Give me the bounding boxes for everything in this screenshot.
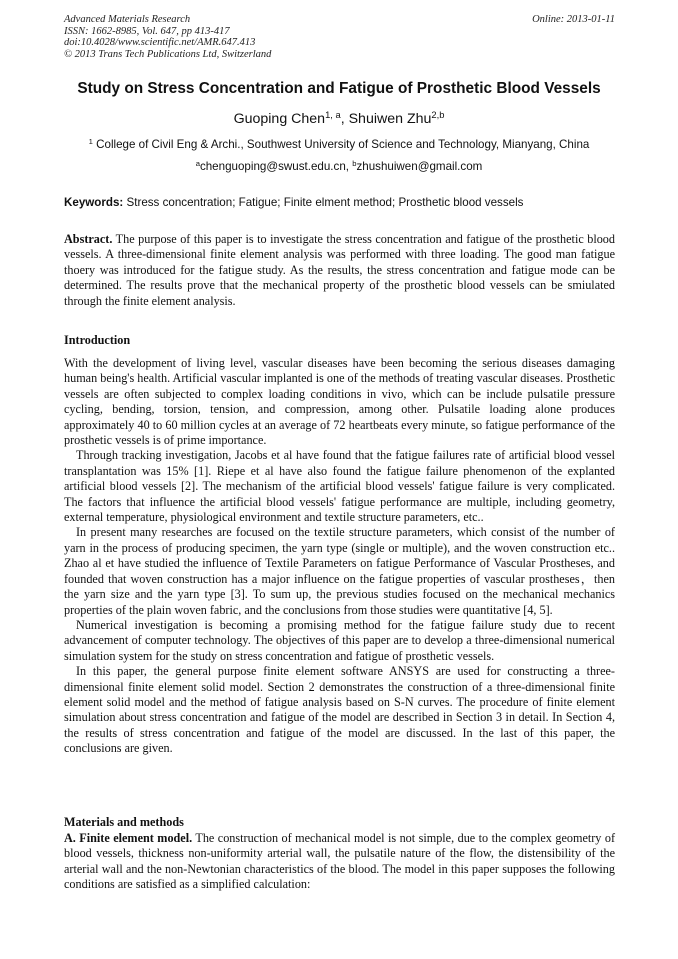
author-1: Guoping Chen <box>233 111 326 127</box>
intro-paragraph: In this paper, the general purpose finite element software ANSYS are used for constructing a three-dimensional finite element solid model. Section 2 demonstrates the construction of a three-dimensional finite element solid model and the method of fatigue analysis based on S-N curves. The procedure of finite element simulation about stress concentration and fatigue of the model are described in Section 3 in detail. In Section 4, the results of stress concentration and fatigue of the model are discussed. In the last of this paper, the conclusions are given. <box>64 664 615 756</box>
email-line <box>0 160 678 173</box>
materials-body <box>64 831 615 893</box>
intro-paragraph: In present many researches are focused on the textile structure parameters, which consist of the number of yarn in the process of producing specimen, the yarn type (single or multiple), and the woven construction etc.. Zhao al et have studied the influence of Textile Parameters on fatigue Performance of Vascular Prostheses, and founded that woven construction has a major influence on the fatigue properties of vascular prostheses，then the yarn size and the yarn type [3]. To sum up, the previous studies focused on the mechanical mechanics properties of the plain woven fabric, and the conclusions from those studies were quantitative [4, 5]. <box>64 525 615 617</box>
abstract-label: Abstract. <box>64 232 113 246</box>
keywords-text: Stress concentration; Fatigue; Finite elment method; Prosthetic blood vessels <box>123 196 524 209</box>
email-a[interactable]: chenguoping@swust.edu.cn, <box>199 160 353 173</box>
keywords <box>64 196 616 209</box>
paper-title: Study on Stress Concentration and Fatigue of Prosthetic Blood Vessels <box>77 80 601 97</box>
author-2-sup: 2,b <box>431 110 445 121</box>
issn-line: ISSN: 1662-8985, Vol. 647, pp 413-417 <box>64 25 230 37</box>
author-separator: , <box>340 111 349 127</box>
introduction-heading: Introduction <box>64 333 131 347</box>
materials-text: The construction of mechanical model is not simple, due to the complex geometry of blood vessels, thickness non-uniformity arterial wall, the pulsatile nature of the flow, the distensibility of the arterial wall and the non-Newtonian characteristics of the blood. The model in this paper supposes the following conditions are satisfied as a simplified calculation: <box>64 831 615 892</box>
materials-heading: Materials and methods <box>64 815 184 829</box>
email-b-sup: b <box>352 159 357 169</box>
author-1-sup: 1, a <box>325 110 341 121</box>
affiliation-text: College of Civil Eng & Archi., Southwest University of Science and Technology, Mianyang, China <box>92 138 590 151</box>
email-a-sup: a <box>195 159 200 169</box>
intro-paragraph: Through tracking investigation, Jacobs et al have found that the fatigue failures rate of artificial blood vessel transplantation was 15% [1]. Riepe et al have also found the fatigue failure phenomenon of the explanted artificial blood vessels [2]. The mechanism of the artificial blood vessels' fatigue failure is very complicated. The factors that influence the artificial blood vessels' fatigue performance are multiple, including geometry, external temperature, physiological environment and textile structure parameters, etc.. <box>64 448 615 525</box>
affiliation <box>0 138 678 151</box>
doi-line: doi:10.4028/www.scientific.net/AMR.647.413 <box>64 37 256 49</box>
author-line <box>0 111 678 127</box>
keywords-label: Keywords: <box>64 196 124 209</box>
affiliation-sup: 1 <box>88 137 93 147</box>
online-date: Online: 2013-01-11 <box>532 14 615 25</box>
journal-name: Advanced Materials Research <box>64 14 191 25</box>
intro-paragraph: With the development of living level, vascular diseases have been becoming the serious diseases damaging human being's health. Artificial vascular implanted is one of the methods of treating vascular diseases. Prosthetic vessels are often subjected to complex loading conditions in vivo, which can be include pulsatile pressure cycling, bending, torsion, tension, and compression, among other. Pulsatile loading alone produces approximately 40 to 60 million cycles at an average of 72 heartbeats every minute, so fatigue performance of the prosthetic vessels is of prime importance. <box>64 356 615 448</box>
abstract-text: The purpose of this paper is to investigate the stress concentration and fatigue of the prosthetic blood vessels. A three-dimensional finite element analysis was performed with three loading. The good man fatigue thoery was introduced for the fatigue study. As the results, the stress concentration and fatigue mode can be determined. The results prove that the mechanical property of the prosthetic blood vessels can be smiulated through the finite element analysis. <box>64 232 615 308</box>
email-b[interactable]: zhushuiwen@gmail.com <box>356 160 483 173</box>
copyright-line: © 2013 Trans Tech Publications Ltd, Switzerland <box>64 48 272 60</box>
author-2: Shuiwen Zhu <box>348 111 432 127</box>
finite-element-subheading: A. Finite element model. <box>64 831 193 845</box>
abstract <box>64 232 615 309</box>
introduction-body <box>64 356 615 757</box>
intro-paragraph: Numerical investigation is becoming a promising method for the fatigue failure study due to recent advancement of computer technology. The objectives of this paper are to develop a three-dimensional numerical simulation system for the study on stress concentration and fatigue of prosthetic vessels. <box>64 617 615 663</box>
journal-header <box>64 14 271 60</box>
